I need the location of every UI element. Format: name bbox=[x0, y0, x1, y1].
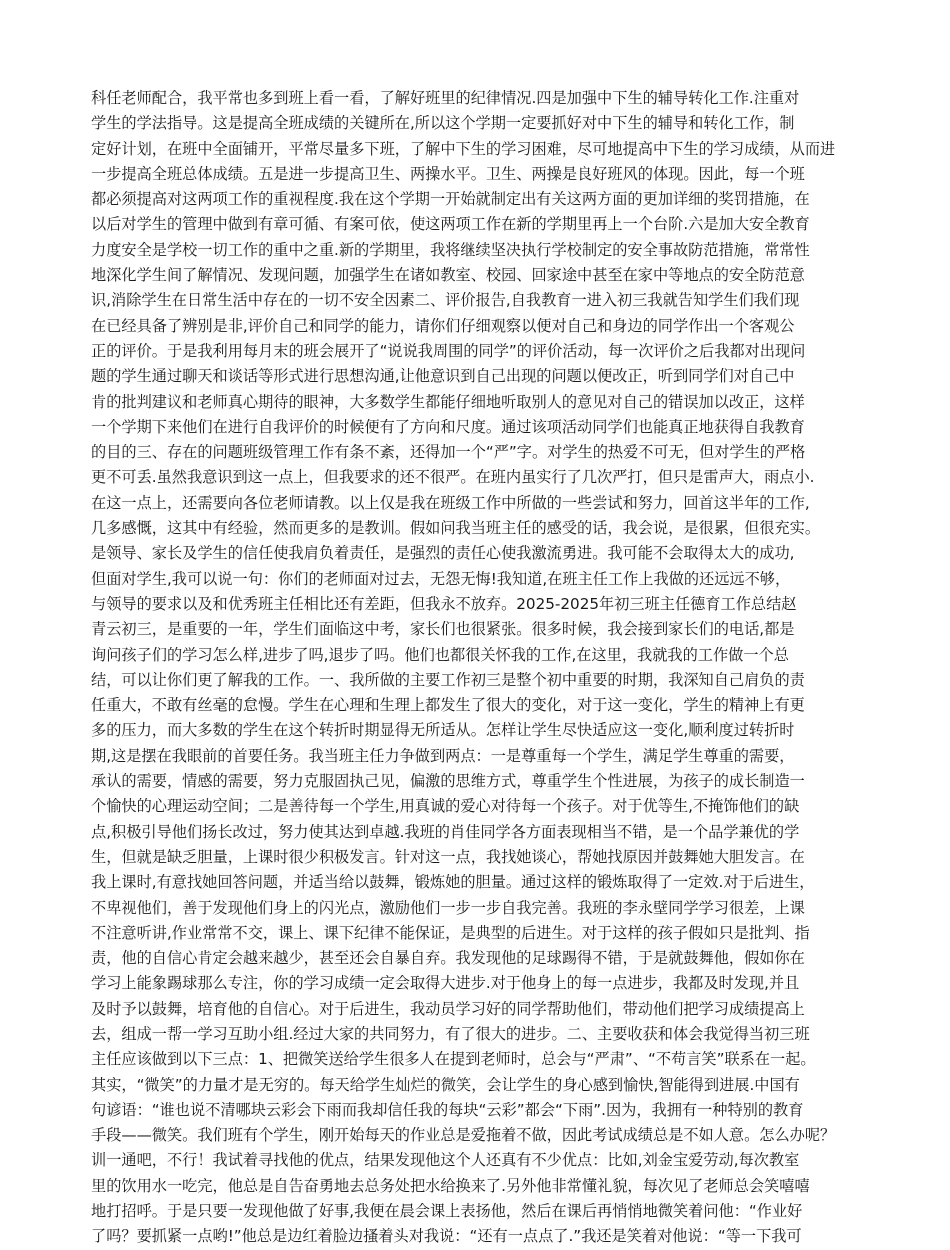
text-line: 个愉快的心理运动空间；二是善待每一个学生,用真诚的爱心对待每一个孩子。对于优等生,不掩饰他们的缺 bbox=[91, 797, 800, 816]
text-line: 地打招呼。于是只要一发现他做了好事,我便在晨会课上表扬他，然后在课后再悄悄地微笑着问他：“作业好 bbox=[91, 1202, 803, 1221]
text-line: 与领导的要求以及和优秀班主任相比还有差距，但我永不放弃。2025-2025年初三班主任德育工作总结赵 bbox=[91, 594, 797, 613]
text-line: 我上课时,有意找她回答问题，并适当给以鼓舞，锻炼她的胆量。通过这样的锻炼取得了一定效.对于后进生， bbox=[91, 873, 815, 892]
text-line: 定好计划，在班中全面铺开，平常尽量多下班，了解中下生的学习困难，尽可地提高中下生的学习成绩，从而进 bbox=[91, 139, 836, 158]
text-line: 里的饮用水一吃完，他总是自告奋勇地去总务处把水给换来了.另外他非常懂礼貌，每次见了老师总会笑嘻嘻 bbox=[91, 1176, 810, 1195]
text-line: 及时予以鼓舞，培育他的自信心。对于后进生，我动员学习好的同学帮助他们，带动他们把学习成绩提高上 bbox=[91, 999, 805, 1018]
document-body bbox=[91, 86, 861, 1250]
text-line: 肯的批判建议和老师真心期待的眼神，大多数学生都能仔细地听取别人的意见对自己的错误加以改正，这样 bbox=[91, 392, 805, 411]
text-line: 点,积极引导他们扬长改过，努力使其达到卓越.我班的肖佳同学各方面表现相当不错，是一个品学兼优的学 bbox=[91, 822, 800, 841]
text-line: 训一通吧，不行！我试着寻找他的优点，结果发现他这个人还真有不少优点：比如,刘金宝爱劳动,每次教室 bbox=[91, 1151, 800, 1170]
text-line: 地深化学生间了解情况、发现问题，加强学生在诸如教室、校园、回家途中甚至在家中等地点的安全防范意 bbox=[91, 266, 805, 285]
text-line: 不卑视他们，善于发现他们身上的闪光点，激励他们一步一步自我完善。我班的李永壁同学学习很差，上课 bbox=[91, 898, 805, 917]
text-line: 在这一点上，还需要向各位老师请教。以上仅是我在班级工作中所做的一些尝试和努力，回首这半年的工作, bbox=[91, 493, 810, 512]
text-line: 一步提高全班总体成绩。五是进一步提高卫生、两操水平。卫生、两操是良好班风的体现。因此，每一个班 bbox=[91, 164, 805, 183]
text-line: 其实，“微笑”的力量才是无穷的。每天给学生灿烂的微笑，会让学生的身心感到愉快,智能得到进展.中国有 bbox=[91, 1075, 800, 1094]
text-line: 但面对学生,我可以说一句：你们的老师面对过去，无怨无悔!我知道,在班主任工作上我做的还远远不够， bbox=[91, 569, 791, 588]
text-line: 不注意听讲,作业常常不交，课上、课下纪律不能保证，是典型的后进生。对于这样的孩子假如只是批判、指 bbox=[91, 923, 810, 942]
text-line: 期,这是摆在我眼前的首要任务。我当班主任力争做到两点：一是尊重每一个学生，满足学生尊重的需要， bbox=[91, 746, 795, 765]
text-line: 主任应该做到以下三点：1、把微笑送给学生很多人在提到老师时，总会与“严肃”、“不苟言笑”联系在一起。 bbox=[91, 1050, 816, 1069]
text-line: 了吗？要抓紧一点哟!”他总是边红着脸边搔着头对我说：“还有一点点了.”我还是笑着对他说：“等一下我可 bbox=[91, 1227, 802, 1246]
text-line: 正的评价。于是我利用每月末的班会展开了“说说我周围的同学”的评价活动，每一次评价之后我都对出现问 bbox=[91, 341, 806, 360]
text-line: 几多感慨，这其中有经验，然而更多的是教训。假如问我当班主任的感受的话，我会说，是很累，但很充实。 bbox=[91, 519, 820, 538]
text-line: 更不可丢.虽然我意识到这一点上，但我要求的还不很严。在班内虽实行了几次严打，但只是雷声大，雨点小. bbox=[91, 468, 815, 487]
text-line: 结，可以让你们更了解我的工作。一、我所做的主要工作初三是整个初中重要的时期，我深知自己肩负的责 bbox=[91, 670, 805, 689]
text-line: 以后对学生的管理中做到有章可循、有案可依，使这两项工作在新的学期里再上一个台阶.六是加大安全教育 bbox=[91, 215, 810, 234]
text-line: 询问孩子们的学习怎么样,进步了吗,退步了吗。他们也都很关怀我的工作,在这里，我就我的工作做一个总 bbox=[91, 645, 789, 664]
text-line: 生，但就是缺乏胆量，上课时很少积极发言。针对这一点，我找她谈心，帮她找原因并鼓舞她大胆发言。在 bbox=[91, 847, 805, 866]
text-line: 任重大，不敢有丝毫的怠慢。学生在心理和生理上都发生了很大的变化，对于这一变化，学生的精神上有更 bbox=[91, 696, 805, 715]
text-line: 都必须提高对这两项工作的重视程度.我在这个学期一开始就制定出有关这两方面的更加详细的奖罚措施，在 bbox=[91, 190, 810, 209]
text-line: 的目的三、存在的问题班级管理工作有条不紊，还得加一个“严”字。对学生的热爱不可无，但对学生的严格 bbox=[91, 443, 806, 462]
text-line: 在已经具备了辨别是非,评价自己和同学的能力，请你们仔细观察以便对自己和身边的同学作出一个客观公 bbox=[91, 316, 795, 335]
text-line: 学生的学法指导。这是提高全班成绩的关键所在,所以这个学期一定要抓好对中下生的辅导和转化工作，制 bbox=[91, 114, 795, 133]
text-line: 青云初三，是重要的一年，学生们面临这中考，家长们也很紧张。很多时候，我会接到家长们的电话,都是 bbox=[91, 620, 795, 639]
text-line: 力度安全是学校一切工作的重中之重.新的学期里，我将继续坚决执行学校制定的安全事故防范措施，常常性 bbox=[91, 240, 810, 259]
text-line: 科任老师配合，我平常也多到班上看一看，了解好班里的纪律情况.四是加强中下生的辅导转化工作.注重对 bbox=[91, 89, 800, 107]
text-line: 识,消除学生在日常生活中存在的一切不安全因素二、评价报告,自我教育一进入初三我就告知学生们我们现 bbox=[91, 291, 800, 310]
text-line: 学习上能象踢球那么专注，你的学习成绩一定会取得大进步.对于他身上的每一点进步，我都及时发现,并且 bbox=[91, 974, 800, 993]
text-line: 句谚语：“谁也说不清哪块云彩会下雨而我却信任我的每块“云彩”都会“下雨”.因为，我拥有一种特别的教育 bbox=[91, 1100, 804, 1119]
text-line: 承认的需要，情感的需要，努力克服固执己见，偏激的思维方式，尊重学生个性进展，为孩子的成长制造一 bbox=[91, 772, 805, 791]
text-line: 手段——微笑。我们班有个学生，刚开始每天的作业总是爱拖着不做，因此考试成绩总是不如人意。怎么办呢？ bbox=[91, 1126, 836, 1145]
text-line: 题的学生通过聊天和谈话等形式进行思想沟通,让他意识到自己出现的问题以便改正，听到同学们对自己中 bbox=[91, 367, 795, 386]
text-line: 一个学期下来他们在进行自我评价的时候便有了方向和尺度。通过该项活动同学们也能真正地获得自我教育 bbox=[91, 417, 805, 436]
text-line: 责，他的自信心肯定会越来越少，甚至还会自暴自弃。我发现他的足球踢得不错，于是就鼓舞他，假如你在 bbox=[91, 949, 805, 968]
text-line: 去，组成一帮一学习互助小组.经过大家的共同努力，有了很大的进步。二、主要收获和体会我觉得当初三班 bbox=[91, 1024, 810, 1043]
text-line: 多的压力，而大多数的学生在这个转折时期显得无所适从。怎样让学生尽快适应这一变化,顺利度过转折时 bbox=[91, 721, 795, 740]
text-line: 是领导、家长及学生的信任使我肩负着责任，是强烈的责任心使我激流勇进。我可能不会取得太大的成功, bbox=[91, 544, 795, 563]
